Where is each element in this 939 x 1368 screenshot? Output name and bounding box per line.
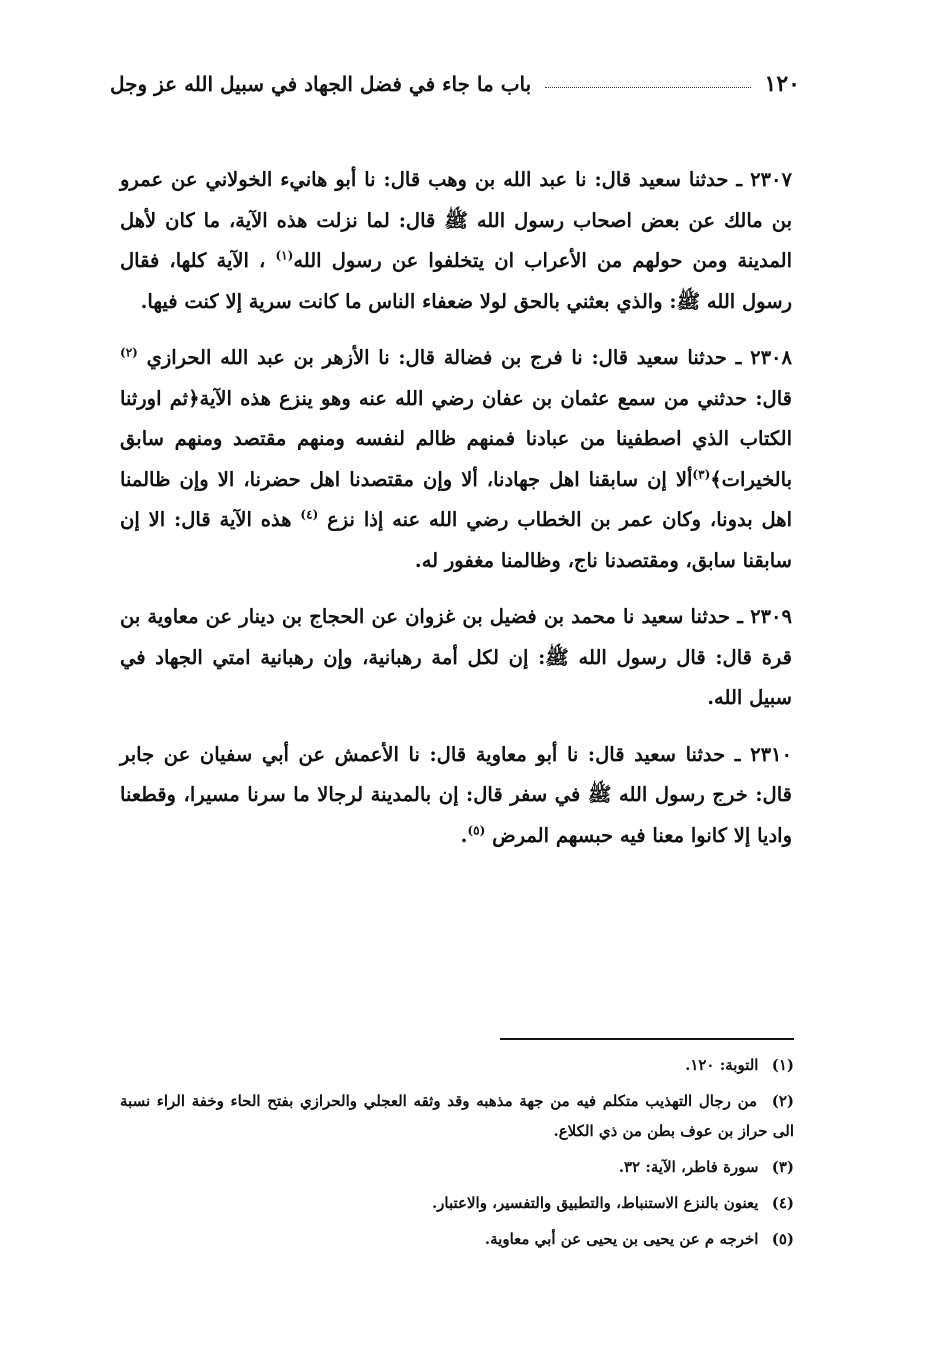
hadith-text: قال: حدثني من سمع عثمان بن عفان رضي الله عنه وهو ينزع هذه الآية﴿ثم اورثنا الكتاب الذي اصطفينا من عبادنا فمنهم ظالم لنفسه ومنهم مقتصد ومنهم سابق بالخيرات﴾: [120, 386, 792, 491]
hadith-text: .: [460, 823, 468, 847]
running-title: باب ما جاء في فضل الجهاد في سبيل الله عز وجل: [110, 72, 532, 96]
footnote-ref: (٤): [300, 507, 319, 522]
footnote-text: اخرجه م عن يحيى بن يحيى عن أبي معاوية.: [484, 1230, 759, 1248]
hadith-number: ٢٣٠٨: [750, 346, 792, 369]
hadith-2310: [120, 735, 792, 857]
footnote-text: يعنون بالنزع الاستنباط، والتطبيق والتفسير، والاعتبار.: [431, 1194, 759, 1212]
hadith-text: ـ حدثنا سعيد قال: نا فرج بن فضالة قال: نا الأزهر بن عبد الله الحرازي: [146, 346, 742, 369]
hadith-2308: [120, 338, 792, 581]
hadith-text: ـ حدثنا سعيد قال: نا عبد الله بن وهب قال: نا أبو هانيء الخولاني عن عمرو بن مالك عن بعض اصحاب رسول الله ﷺ قال: لما نزلت هذه الآية، ما كان لأهل المدينة ومن حولهم من الأعراب ان يتخلفوا عن رسول الله: [120, 168, 792, 272]
footnote-marker: (٣): [771, 1158, 794, 1176]
footnote-2: [120, 1086, 794, 1146]
footnote-text: من رجال التهذيب متكلم فيه من جهة مذهبه وقد وثقه العجلي والحرازي بفتح الحاء وخفة الراء نسبة الى حراز بن عوف بطن من ذي الكلاع.: [120, 1092, 794, 1140]
footnote-text: التوبة: ١٢٠.: [685, 1056, 759, 1074]
hadith-2307: [120, 160, 792, 322]
hadith-text: ، الآية كلها، فقال رسول الله ﷺ: والذي بعثني بالحق لولا ضعفاء الناس ما كانت سرية إلا كنت فيها.: [120, 249, 792, 313]
main-text: [120, 160, 792, 872]
footnote-ref: (٥): [467, 823, 486, 837]
hadith-2309: [120, 597, 792, 719]
hadith-number: ٢٣٠٧: [750, 168, 792, 191]
footnote-text: سورة فاطر، الآية: ٣٢.: [618, 1158, 759, 1176]
footnotes: [120, 1050, 794, 1260]
header-dotted-rule: [545, 87, 750, 88]
footnote-1: [120, 1050, 794, 1080]
footnote-ref: (٣): [692, 467, 711, 481]
footnote-marker: (٥): [771, 1230, 794, 1248]
hadith-text: ـ حدثنا سعيد نا محمد بن فضيل بن غزوان عن الحجاج بن دينار عن معاوية بن قرة قال: قال رسول الله ﷺ: إن لكل أمة رهبانية، وإن رهبانية امتي الجهاد في سبيل الله.: [120, 605, 792, 709]
hadith-number: ٢٣١٠: [750, 742, 792, 766]
footnote-5: [120, 1224, 794, 1254]
footnote-separator: [500, 1038, 794, 1040]
footnote-3: [120, 1152, 794, 1182]
page-number: ١٢٠: [764, 71, 800, 97]
footnote-ref: (١): [275, 248, 294, 263]
footnote-marker: (١): [771, 1056, 794, 1074]
footnote-4: [120, 1188, 794, 1218]
footnote-marker: (٢): [771, 1092, 794, 1110]
hadith-text: ـ حدثنا سعيد قال: نا أبو معاوية قال: نا الأعمش عن أبي سفيان عن جابر قال: خرج رسول الله ﷺ في سفر قال: إن بالمدينة لرجالا ما سرنا مسيرا، وقطعنا واديا إلا كانوا معنا فيه حبسهم المرض: [120, 742, 792, 847]
footnote-marker: (٤): [771, 1194, 794, 1212]
running-head: [110, 66, 800, 102]
hadith-number: ٢٣٠٩: [750, 605, 792, 628]
hadith-text: هذه الآية قال: الا إن سابقنا سابق، ومقتصدنا ناج، وظالمنا مغفور له.: [120, 508, 792, 572]
footnote-ref: (٢): [120, 345, 138, 360]
hadith-text: ألا إن سابقنا اهل جهادنا، ألا وإن مقتصدنا اهل حضرنا، الا وإن ظالمنا اهل بدونا، وكان عمر بن الخطاب رضي الله عنه إذا نزع: [120, 467, 792, 531]
